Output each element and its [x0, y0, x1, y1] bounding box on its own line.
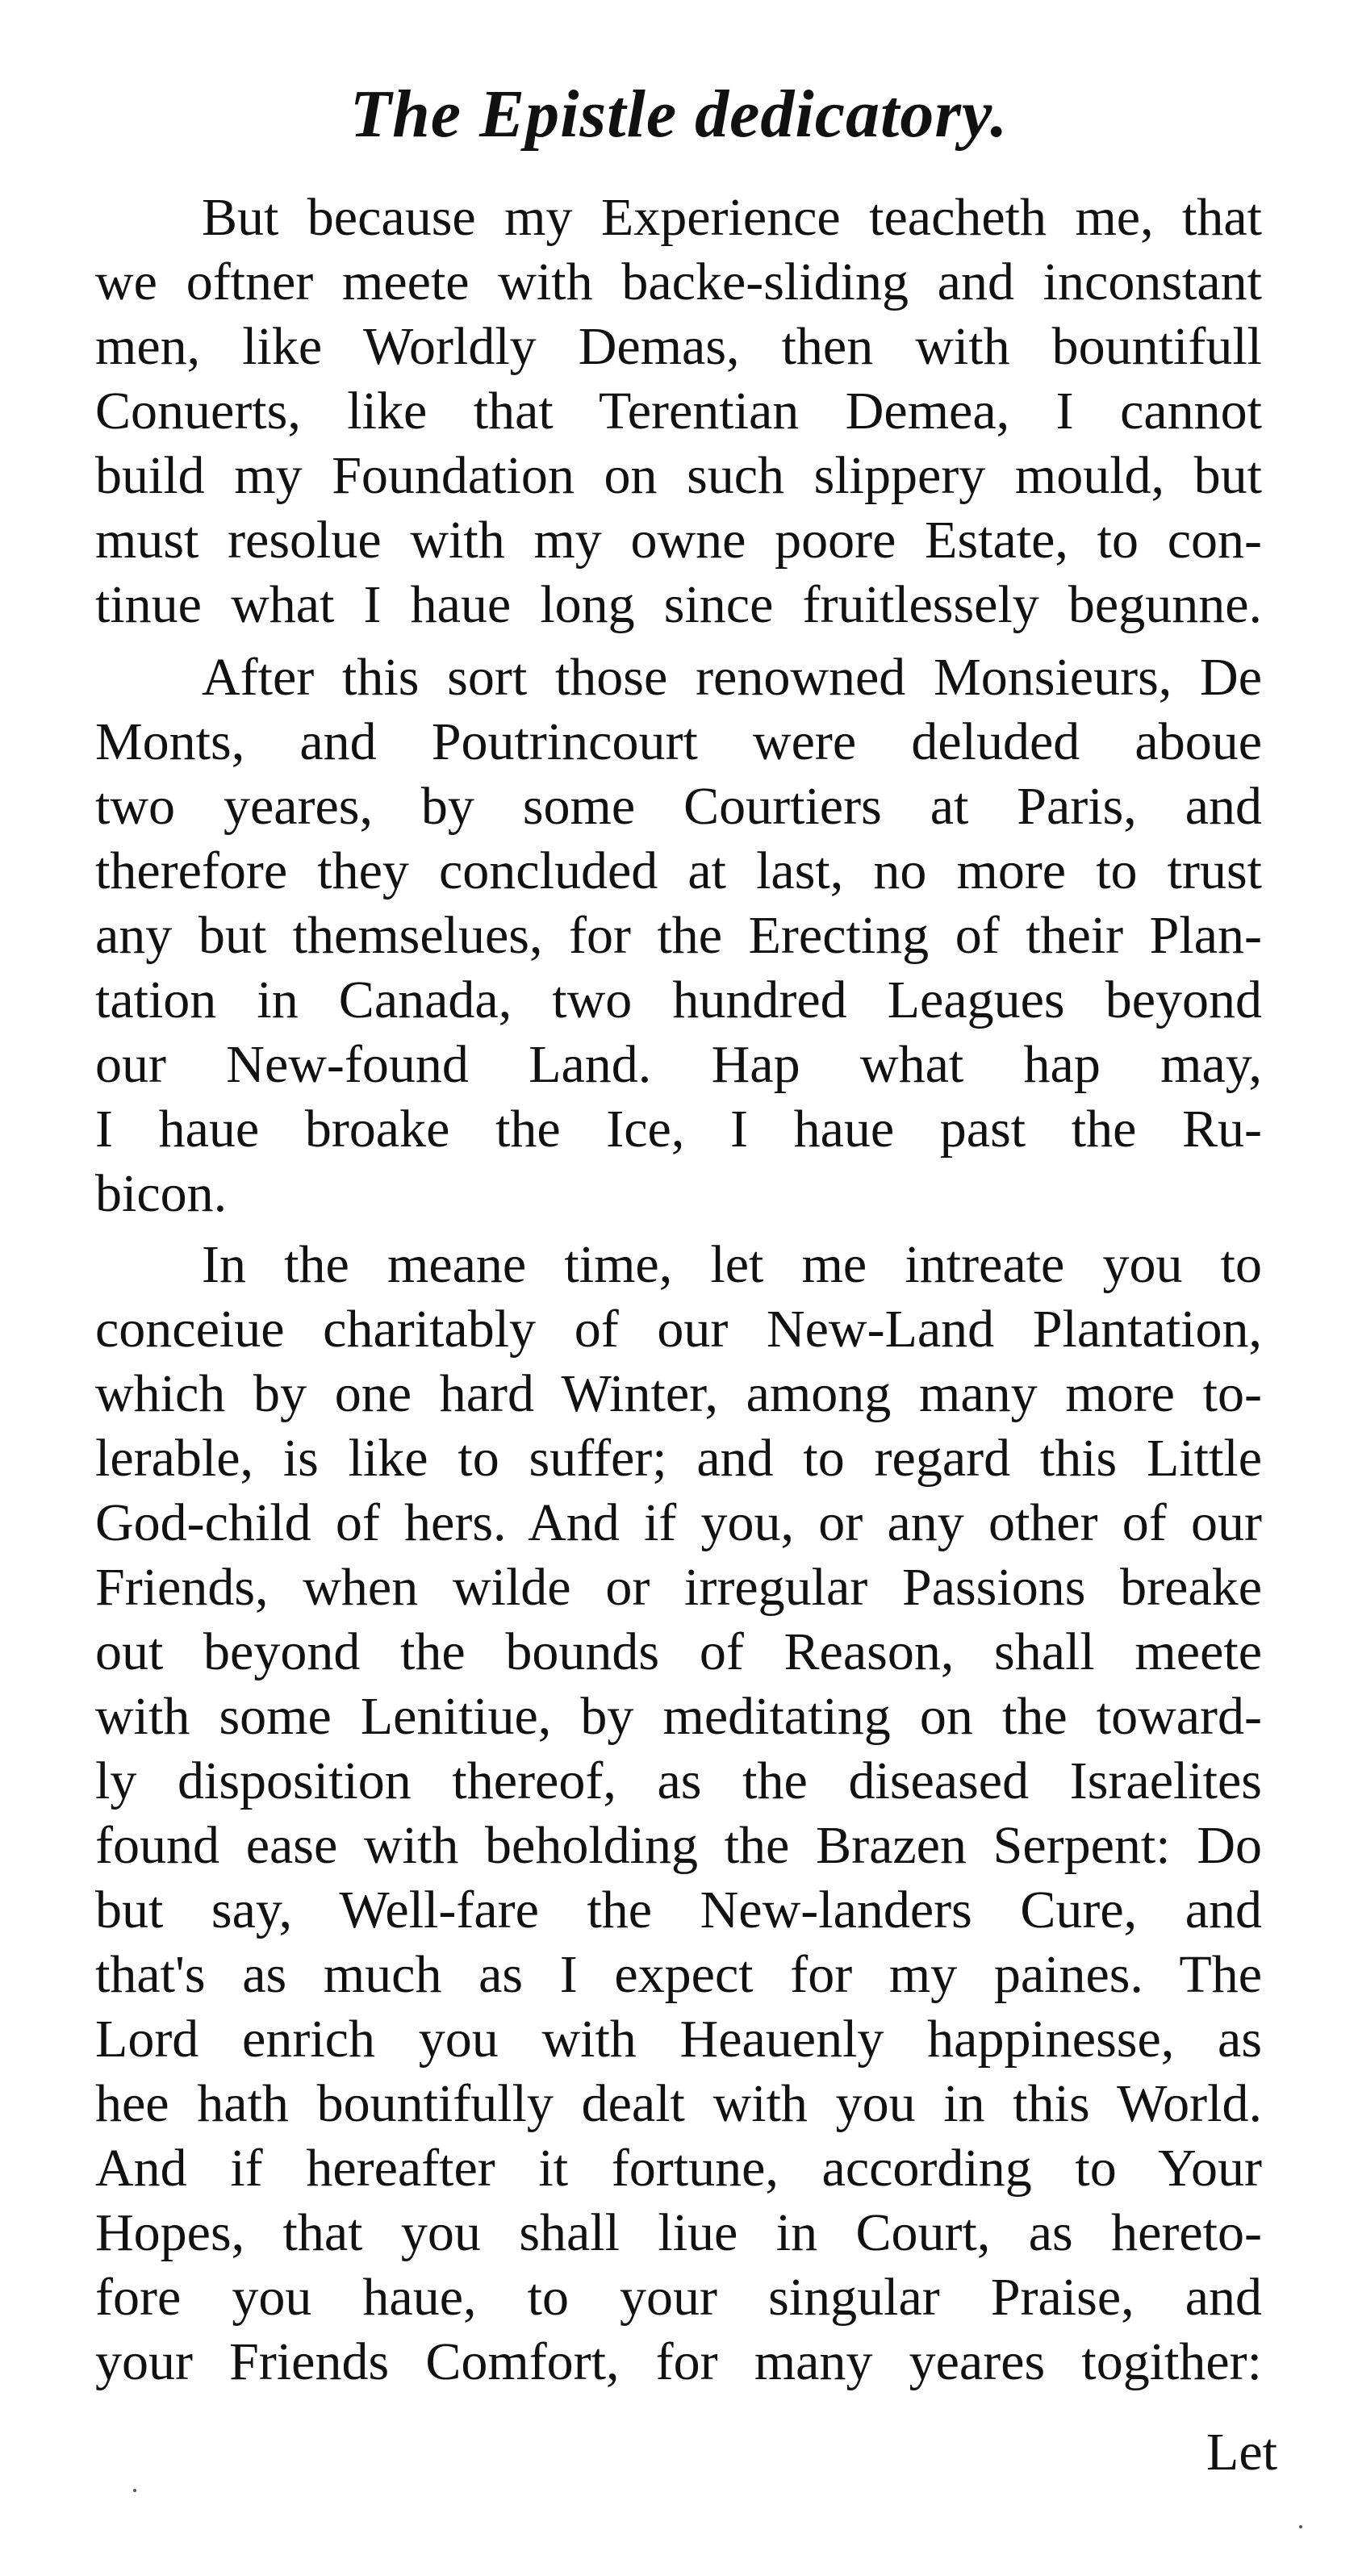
- text-line: I haue broake the Ice, I haue past the Ru-: [95, 1100, 1262, 1159]
- text-line: out beyond the bounds of Reason, shall meete: [95, 1622, 1262, 1681]
- text-line: lerable, is like to suffer; and to regard this Little: [95, 1429, 1262, 1488]
- text-line: any but themselues, for the Erecting of their Plan-: [95, 906, 1262, 965]
- text-line: but say, Well-fare the New-landers Cure, and: [95, 1881, 1262, 1939]
- text-line: that's as much as I expect for my paines. The: [95, 1945, 1262, 2004]
- text-line: tation in Canada, two hundred Leagues beyond: [95, 971, 1262, 1029]
- text-line: But because my Experience teacheth me, that: [202, 188, 1262, 247]
- text-line: In the meane time, let me intreate you to: [202, 1235, 1262, 1294]
- catchword: Let: [1206, 2423, 1277, 2482]
- text-line: conceiue charitably of our New-Land Plantation,: [95, 1300, 1262, 1359]
- text-line: And if hereafter it fortune, according to Your: [95, 2139, 1262, 2198]
- text-line: Lord enrich you with Heauenly happinesse, as: [95, 2010, 1262, 2069]
- paragraph-2: [95, 645, 1262, 1226]
- text-line: build my Foundation on such slippery mould, but: [95, 446, 1262, 505]
- text-line: bicon.: [95, 1164, 228, 1223]
- text-line: Conuerts, like that Terentian Demea, I cannot: [95, 382, 1262, 440]
- text-line: your Friends Comfort, for many yeares togither:: [95, 2332, 1262, 2391]
- text-line: After this sort those renowned Monsieurs, De: [202, 648, 1262, 707]
- text-line: we oftner meete with backe-sliding and inconstant: [95, 253, 1262, 311]
- text-line: our New-found Land. Hap what hap may,: [95, 1035, 1262, 1094]
- paragraph-1: [95, 186, 1262, 637]
- text-line: tinue what I haue long since fruitlessely begunne.: [95, 575, 1262, 634]
- text-line: Monts, and Poutrincourt were deluded aboue: [95, 712, 1262, 771]
- page-header: The Epistle dedicatory.: [349, 77, 1009, 152]
- text-line: Friends, when wilde or irregular Passions breake: [95, 1558, 1262, 1617]
- text-line: which by one hard Winter, among many more to-: [95, 1364, 1262, 1423]
- text-line: men, like Worldly Demas, then with bountifull: [95, 317, 1262, 376]
- text-line: ly disposition thereof, as the diseased Israelites: [95, 1751, 1262, 1810]
- text-line: Hopes, that you shall liue in Court, as hereto-: [95, 2203, 1262, 2262]
- ink-speck: [1299, 2525, 1302, 2528]
- text-line: therefore they concluded at last, no more to trust: [95, 841, 1262, 900]
- text-line: two yeares, by some Courtiers at Paris, and: [95, 777, 1262, 836]
- ink-speck: [133, 2489, 136, 2492]
- text-line: must resolue with my owne poore Estate, to con-: [95, 511, 1262, 570]
- text-line: fore you haue, to your singular Praise, and: [95, 2268, 1262, 2327]
- paragraph-3: [95, 1233, 1262, 2394]
- text-line: hee hath bountifully dealt with you in this World.: [95, 2074, 1262, 2133]
- text-line: found ease with beholding the Brazen Serpent: Do: [95, 1816, 1262, 1875]
- text-line: God-child of hers. And if you, or any other of our: [95, 1493, 1262, 1552]
- text-line: with some Lenitiue, by meditating on the toward-: [95, 1687, 1262, 1746]
